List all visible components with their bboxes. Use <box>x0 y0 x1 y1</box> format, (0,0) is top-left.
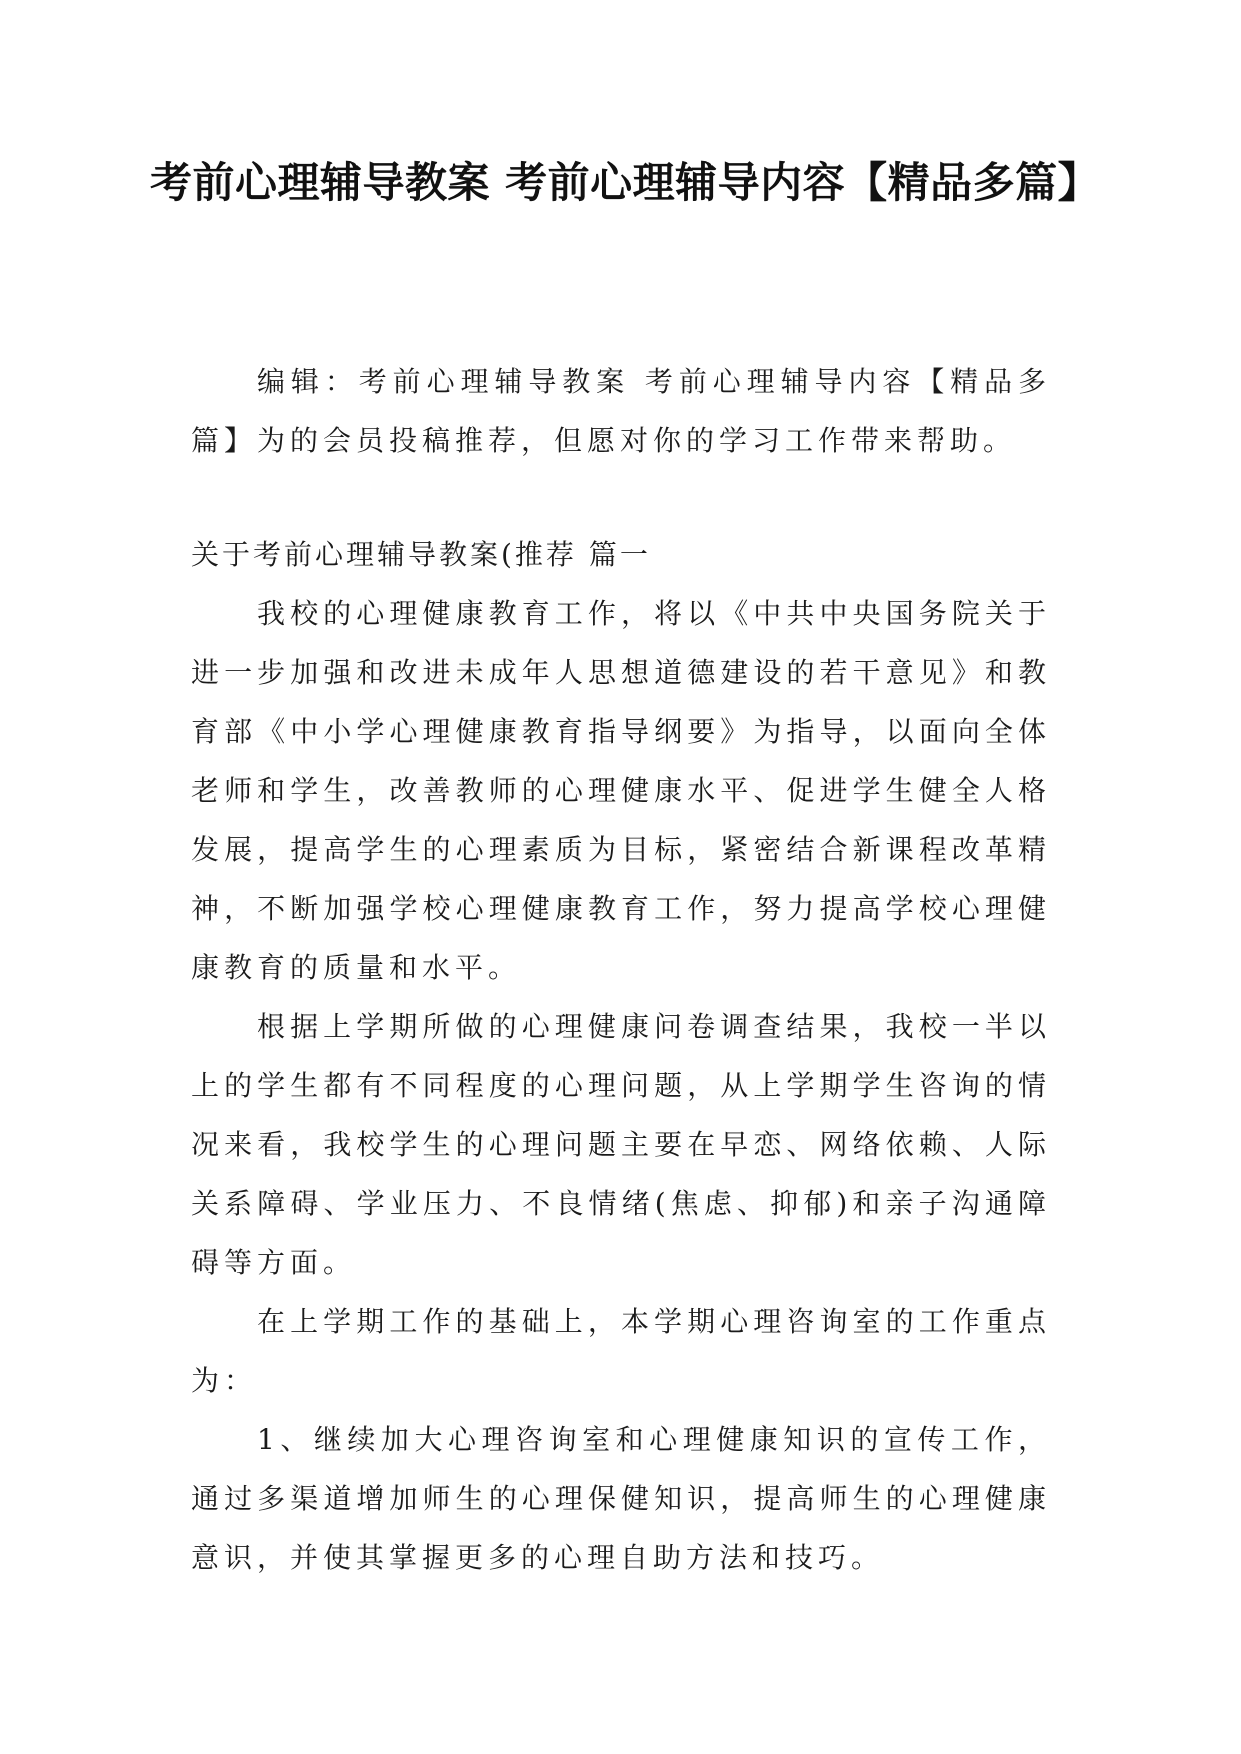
body-paragraph-4: 1、继续加大心理咨询室和心理健康知识的宣传工作，通过多渠道增加师生的心理保健知识，提高师生的心理健康意识，并使其掌握更多的心理自助方法和技巧。 <box>191 1423 1051 1574</box>
section-heading: 关于考前心理辅导教案(推荐 篇一 <box>191 538 651 571</box>
document-title: 考前心理辅导教案 考前心理辅导内容【精品多篇】 <box>150 158 1101 207</box>
intro-block <box>191 352 1051 470</box>
intro-paragraph: 编辑：考前心理辅导教案 考前心理辅导内容【精品多篇】为的会员投稿推荐，但愿对你的学习工作带来帮助。 <box>191 365 1051 457</box>
section-one <box>191 525 1051 1587</box>
body-paragraph-2: 根据上学期所做的心理健康问卷调查结果，我校一半以上的学生都有不同程度的心理问题，从上学期学生咨询的情况来看，我校学生的心理问题主要在早恋、网络依赖、人际关系障碍、学业压力、不良情绪(焦虑、抑郁)和亲子沟通障碍等方面。 <box>191 1010 1051 1279</box>
body-paragraph-1: 我校的心理健康教育工作，将以《中共中央国务院关于进一步加强和改进未成年人思想道德建设的若干意见》和教育部《中小学心理健康教育指导纲要》为指导，以面向全体老师和学生，改善教师的心理健康水平、促进学生健全人格发展，提高学生的心理素质为目标，紧密结合新课程改革精神，不断加强学校心理健康教育工作，努力提高学校心理健康教育的质量和水平。 <box>191 597 1051 984</box>
body-paragraph-3: 在上学期工作的基础上，本学期心理咨询室的工作重点为： <box>191 1305 1051 1397</box>
